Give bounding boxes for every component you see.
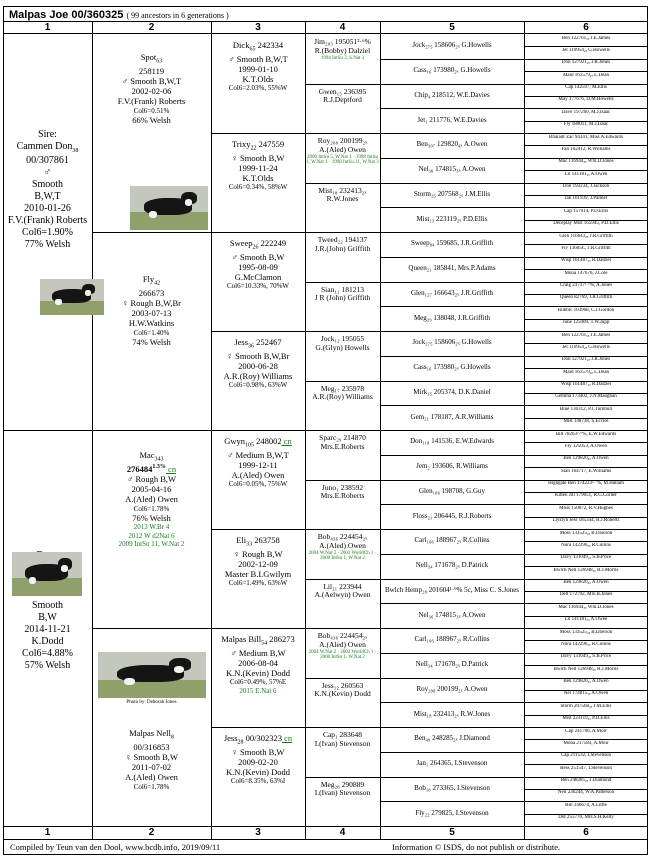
col-divider (380, 826, 381, 839)
gen6-dog: Bill 78263²·⁰%, E.W.Edwards (555, 431, 617, 437)
gen6-dog: Maid 161579₂ₓ L.Dean (562, 369, 610, 375)
gen5-dog: Carl₁₆₆ 188967₂ₓ R.Collins (414, 536, 490, 545)
gen2-coi: Col6=1.78% (133, 504, 170, 513)
footer-info: Information © ISDS, do not publish or distribute. (392, 842, 561, 852)
gen4-dog-14 (305, 731, 380, 749)
column-number-bottom: 1 (44, 827, 51, 838)
gen3-coi: Col6=0.05%, 75%W (228, 480, 288, 489)
gen6-row-rule (524, 640, 648, 641)
gen6-dog: Fly 13605C, J.R.Griffith (561, 245, 611, 251)
gen4-l2: A.R.(Roy) Williams (312, 392, 373, 402)
gen6-dog: Don 193234, J.Jackson (562, 184, 610, 189)
header-rule-2 (3, 33, 648, 34)
gen6-dog: Storm 207568₂ₓ J.M.Ellis (560, 703, 612, 709)
gen4-l1: Sparc₂₉ 214870 (319, 433, 366, 442)
gen2-sexcol: ♂ Smooth B,W,T (121, 76, 182, 87)
gen6-dog: Davy 131049₂ₓ S.B.Price (560, 654, 612, 660)
gen5-dog: Ben₃₀₇ 129820₄ₓ A.Owen (416, 140, 488, 149)
gen6-dog: Dell 172792, Mrs.B.Jones (559, 592, 613, 598)
gen5-dog: Storm₂₅ 207568₂ₓ J.M.Ellis (413, 189, 491, 198)
gen2-name: Fly$_{42}$ (142, 274, 161, 287)
gen4-l2: J.R.(John) Griffith (314, 243, 371, 253)
gen3-dog-1 (211, 139, 305, 192)
gen3-sexcol: ♀ Rough B,W (233, 548, 283, 559)
gen4-l2: Mrs.E.Roberts (320, 441, 365, 451)
column-number-bottom: 5 (449, 827, 455, 838)
dam-coi: Col6=4.88% (22, 648, 73, 660)
gen5-dog: Don₁₁₈ 141536, E.W.Edwards (410, 437, 494, 446)
gen3-sexcol: ♂ Medium B,W (230, 647, 286, 658)
gen2-breeder: A.(Aled) Owen (125, 772, 178, 783)
gen5-dog: Mirk₁₅ 205374, D.K.Daniel (413, 387, 491, 396)
gen2-welsh: 66% Welsh (132, 115, 171, 126)
gen6-dog: Llysfyn Jess 185344, R.J.Roberts (552, 518, 620, 524)
gen2-coi: Col6=1.78% (133, 782, 170, 791)
gen4-g: 2000 IntSu 5, W.Nat 1 · 1998 IntSu 1, W.Nat 1 · 1998 IntSu 11, W.Nat 3 (306, 154, 379, 166)
footer-compiled: Compiled by Teun van den Dool, www.bcdb.info, 2019/09/11 (10, 842, 221, 852)
gen4-l2: K.N.(Kevin) Dodd (314, 689, 371, 699)
gen3-coi: Col6=2.03%, 55%W (228, 84, 288, 93)
gen6-dog: Ben 129820₄ₓ A.Owen (563, 679, 609, 684)
gen5-dog: Floss₂₁ 206445, R.J.Roberts (412, 511, 492, 520)
gen2-dog-2 (92, 450, 211, 548)
gen6-dog: Ben 248285₂ₓ J.Diamond (560, 778, 612, 783)
gen3-coi: Col6=1.49%, 63%W (228, 579, 288, 588)
gen5-dog: Fly₂₂ 279825, I.Stevenson (415, 808, 489, 817)
gen3-sexcol: ♂ Medium B,W,T (227, 449, 289, 460)
gen3-name-line: Jess$_{28}$ 00/302323 cn (223, 733, 293, 746)
gen4-l1: Meg₁₇ 235978 (320, 383, 365, 393)
gen2-breeder: A.(Aled) Owen (125, 494, 178, 505)
sire-reg: 00/307861 (26, 155, 69, 167)
gen4-dog-12 (305, 632, 380, 661)
dam-colour1: Smooth (31, 600, 64, 612)
column-number-top: 3 (255, 22, 261, 33)
gen2-g2: 2012 W d2Nat 6 (128, 531, 175, 540)
gen6-dog: Lil 141181₃ₓ A.Owen (564, 171, 608, 177)
gen2-dob: 2005-04-16 (131, 484, 172, 495)
gen2-welsh: 76% Welsh (132, 513, 171, 524)
gen4-l1: Mist₁₈ 232413₂ₓ (318, 185, 367, 195)
gen2-reg: 266673 (138, 287, 165, 298)
gen4-l1: Jess₁₂ 260563 (321, 680, 364, 690)
gen5-dog: Nel₃₆ 174815₃ₓ A.Owen (418, 610, 486, 619)
gen6-dog: Rhaiadr Zac 94341, Miss A.Edwards (549, 134, 623, 140)
gen6-dog: Don 127921₂ₓ J.R.Jones (561, 60, 611, 66)
gen2-name: Mac$_{343}$ (139, 450, 164, 463)
gen3-dob: 2002-12-09 (238, 559, 278, 570)
gen4-l1: Lil₂₁ 223944 (323, 581, 362, 591)
gen3-dog-6 (211, 634, 305, 695)
sire-colour1: Smooth (31, 179, 64, 191)
gen2-dob: 2003-07-13 (131, 308, 172, 319)
gen6-dog: Mac 116944₃ₓ Wm.D.Jones (558, 604, 614, 610)
gen6-dog: Kitten Jill 179051, R.G.Corner (555, 493, 617, 499)
gen6-dog: Jan 161939, J.Palmer (564, 196, 608, 202)
gen6-dog: Nell 236244, W.A.Patterson (557, 790, 615, 796)
gen4-g: 2004 W.Nat 2 · 2002 WorldCh 1 · 2000 IntSu 1, W.Nat 2 (308, 550, 377, 562)
gen5-dog: Nell₃₄ 171678₂ₓ D.Patrick (415, 561, 489, 570)
gen3-breeder: Master B.I.Gwilym (224, 569, 292, 580)
col-divider (305, 21, 306, 33)
gen6-dog: Fan 102412, R.Williams (561, 146, 611, 152)
gen4-dog-9 (305, 484, 380, 502)
col-divider (524, 826, 525, 839)
gen6-dog: Rubbic 103968, C.J.Gordon (557, 307, 615, 313)
gen6-dog: Cap 142597, M.Ellis (565, 85, 607, 90)
dam-breeder: K.Dodd (31, 636, 64, 648)
gen6-dog: Ben 122761₅ₓ J.E.James (561, 332, 611, 338)
gen4-dog-0 (305, 38, 380, 61)
sire-sex: ♂ (43, 167, 52, 179)
gen6-row-rule (524, 343, 648, 344)
gen4-l2: A.(Aelwyn) Owen (314, 590, 371, 600)
gen2-sexcol: ♂ Rough B,W (126, 474, 177, 485)
gen2-g3: 2009 IntSu 11, W.Nat 2 (118, 539, 185, 548)
sire-coi: Col6=1.90% (22, 227, 73, 239)
sire-breeder: F.V.(Frank) Roberts (7, 215, 88, 227)
gen3-dob: 1999-12-11 (238, 460, 278, 471)
gen2-name: Malpas Nell$_8$ (129, 728, 174, 741)
gen4-l2: Mrs.E.Roberts (320, 491, 365, 501)
column-number-bottom: 6 (583, 827, 589, 838)
gen4-dog-10 (305, 533, 380, 562)
gen3-breeder: A.(Aled) Owen (231, 470, 285, 481)
gen3-sexcol: ♀ Smooth B,W,Br (226, 350, 290, 361)
gen6-dog: Mac 116944₃ₓ Wm.D.Jones (558, 159, 614, 165)
gen6-dog: Glen 116643₂ₓ J.R.Griffith (559, 233, 613, 239)
gen4-l2: J R (John) Griffith (314, 293, 371, 303)
gen4-l1: Meg₂₈ 290889 (320, 779, 365, 789)
gen4-l2: I.(Ivan) Stevenson (314, 788, 371, 798)
gen4-l1: Bob₄₃₆ 224454₂ₓ (317, 631, 368, 640)
gen3-coi: Col6=10.33%, 70%W (226, 282, 290, 291)
gen3-name-line: Jess$_{36}$ 252467 (234, 337, 282, 350)
gen5-dog: Sweep₈₄ 159685, J.R.Griffith (411, 239, 493, 248)
gen6-dog: Mona 217583, A.Moir (563, 740, 609, 746)
gen6-dog: Fly 125053, A.Owen (565, 443, 607, 449)
gen4-l2: A.(Aled) Owen (319, 144, 366, 154)
column-number-bottom: 2 (148, 827, 155, 838)
gen5-dog: Jock₂₇₅ 158606₂ₓ G.Howells (412, 41, 492, 50)
gen6-dog: Moss 150072, R.V.Hughes (559, 505, 613, 511)
gen4-dog-7 (305, 385, 380, 403)
gen6-dog: Fly 189011, M.J.Isaac (563, 122, 609, 128)
gen6-dog: Bill 246674, A.Little (565, 802, 607, 808)
gen3-coi: Col6=0.34%, 58%W (228, 183, 288, 192)
gen4-dog-15 (305, 781, 380, 799)
gen4-l1: Gwen₁₅ 236395 (318, 86, 367, 96)
gen3-name-line: Eli$_{33}$ 263758 (236, 535, 280, 548)
spot-photo (130, 186, 208, 230)
gen2-sexcol: ♀ Smooth B,W (125, 752, 178, 763)
gen2-reg: $276484^{1.3\%}$ cn (126, 463, 177, 474)
gen6-dog: Davy 131049₂ₓ S.B.Price (560, 555, 612, 561)
gen3-breeder: K.T.Olds (242, 74, 274, 85)
gen3-breeder: G.McClamon (234, 272, 282, 283)
gen6-row-rule (524, 442, 648, 443)
gen5-dog: Chip₄ 218512, W.E.Davies (414, 90, 490, 99)
gen5-dog: Glen₁₂₇ 166643₂ₓ J.R.Griffith (410, 288, 494, 297)
gen5-dog: Mist₁₈ 232413₂ₓ R.W.Jones (413, 709, 491, 718)
gen6-dog: Dave 197260, M.J.Isaac (561, 109, 611, 115)
footer-rule-2 (3, 839, 648, 840)
gen5-dog: Gem₂₁ 178187, A.R.Williams (410, 412, 494, 421)
gen6-dog: Sian 164717, E.Williams (560, 468, 612, 474)
gen4-l1: Cap₁ 283648 (322, 730, 363, 739)
gen3-dob: 1999-11-24 (238, 163, 278, 174)
gen6-dog: Cap 211532, I.Stevenson (560, 753, 612, 759)
mac-photo (98, 652, 206, 698)
gen4-l1: Jim₂₀₃ 195051²·⁶% (314, 37, 371, 46)
gen2-dob: 2002-02-06 (131, 86, 172, 97)
dam-photo (12, 552, 82, 596)
gen6-dog: Cap 157014, P.D.Ellis (563, 208, 609, 214)
gen3-sexcol: ♀ Smooth B,W (231, 746, 285, 757)
sire-name: Cammen Don$_{38}$ (16, 141, 79, 154)
col-divider (380, 21, 381, 33)
gen6-dog: Nora 142296₂ₓ R.Collins (561, 641, 611, 647)
gen4-dog-6 (305, 335, 380, 353)
gen6-dog: Don 127921₂ₓ J.R.Jones (561, 357, 611, 363)
gen2-dog-1 (92, 274, 211, 347)
gen5-dog: Nell₃₄ 171678₂ₓ D.Patrick (415, 660, 489, 669)
gen4-g: 2004 W.Nat 2 · 2002 WorldCh 1 · 2000 IntSu 1, W.Nat 2 (308, 649, 377, 661)
col-divider (92, 826, 93, 839)
dam-dob: 2014-11-21 (24, 624, 71, 636)
gen6-dog: Moss 133525₂ₓ B.Dawson (559, 530, 613, 536)
gen3-breeder: A.R.(Roy) Williams (223, 371, 293, 382)
gen3-dob: 2006-08-04 (238, 658, 278, 669)
frame-top (3, 6, 648, 7)
gen3-dog-2 (211, 238, 305, 291)
sire-num: 38 (72, 148, 79, 154)
gen4-dog-1 (305, 88, 380, 106)
gen5-dog: Bwlch Hemp₂₈ 201604¹·⁹% 5c, Miss C. S.Jones (384, 585, 520, 594)
gen5-dog: Nel₃₆ 174815₃ₓ A.Owen (418, 165, 486, 174)
gen4-dog-3 (305, 187, 380, 205)
gen4-l1: Tweed₂₂ 194137 (317, 235, 368, 244)
gen6-dog: Moss 133525₂ₓ B.Dawson (559, 629, 613, 635)
col-divider (305, 826, 306, 839)
dam-colour2: B,W (38, 612, 57, 624)
gen4-l1: Sian₁₁ 181213 (321, 284, 364, 294)
gen6-dog: Jet 110954₂ₓ G.Howells (562, 344, 610, 350)
gen6-dog: Ben 129820₄ₓ A.Owen (563, 580, 609, 585)
frame-bottom (3, 854, 648, 855)
gen4-l2: R.J.Deptford (323, 95, 362, 105)
gen6-dog: Highgate Ben 174223²·⁷%, M.Hallam (548, 481, 624, 486)
gen6-row-rule (524, 244, 648, 245)
column-number-top: 2 (148, 22, 155, 33)
gen3-extra: 2015 E.Nat 6 (239, 686, 277, 695)
gen4-l1: Roy₂₀₈ 200199₂ₓ (317, 136, 368, 145)
column-number-bottom: 4 (339, 827, 346, 838)
gen2-coi: Col6=1.40% (133, 328, 170, 337)
gen6-dog: Mist 223119₂ₓ P.D.Ellis (562, 716, 610, 722)
gen5-dog: Jem₂ 193606, R.Williams (416, 462, 488, 471)
gen4-l1: Jock₁₂ 195055 (320, 334, 365, 343)
gen6-dog: Bwlch Nell 126948₂ₓ R.J.Morris (553, 567, 619, 573)
gen2-dob: 2011-07-02 (131, 762, 172, 773)
gen3-dog-0 (211, 40, 305, 93)
gen3-dob: 1999-01-10 (238, 64, 278, 75)
gen5-dog: Meg₂₉ 138048, J.R.Griffith (413, 313, 491, 322)
col-divider (211, 826, 212, 839)
column-number-top: 1 (44, 22, 51, 33)
gen6-row-rule (524, 541, 648, 542)
gen4-dog-11 (305, 583, 380, 601)
gen3-dog-4 (211, 436, 305, 489)
gen5-dog: Glen₁₀₆ 198708, G.Guy (418, 486, 486, 495)
gen4-l2: R.(Bobby) Dalziel (314, 45, 371, 55)
gen3-sexcol: ♂ Smooth B,W,T (228, 53, 288, 64)
col-divider (524, 21, 525, 33)
gen6-dog: Wisp 161487₂ₓ R.Dalziel (560, 258, 612, 264)
gen6-dog: Dot 255770, Mrs.S.H.Kelly (558, 815, 614, 821)
gen5-dog: Mist₁₃ 223119₂ₓ P.D.Ellis (416, 214, 488, 223)
gen5-dog: Cass₁₆ 173980₂ₓ G.Howells (413, 66, 491, 75)
gen3-name-line: Trixy$_{22}$ 247559 (231, 139, 285, 152)
gen6-dog: Ben 129820₄ₓ A.Owen (563, 456, 609, 462)
gen6-dog: Nora 142296₂ₓ R.Collins (561, 542, 611, 548)
gen4-l1: Bob₄₃₆ 224454₂ₓ (317, 532, 368, 541)
gen4-l2: G.(Glyn) Howells (315, 342, 370, 352)
gen6-row-rule (524, 46, 648, 47)
gen5-dog: Jet₁ 211776, W.E.Davies (417, 115, 487, 124)
gen4-l2: R.W.Jones (326, 194, 359, 204)
gen4-dog-8 (305, 434, 380, 452)
gen3-dog-5 (211, 535, 305, 588)
gen3-breeder: K.N.(Kevin) Dodd (226, 668, 290, 679)
gen6-dog: Queen 82769, J.R.Griffith (559, 295, 613, 301)
gen2-breeder: H.W.Watkins (128, 318, 175, 329)
gen3-dob: 2000-06-28 (238, 361, 278, 372)
gen3-name-line: Gwyn$_{105}$ 248002 cn (224, 436, 292, 449)
gen5-dog: Ben₄₉ 248285₂ₓ J.Diamond (414, 734, 490, 743)
col-divider (211, 21, 212, 33)
sire-block (3, 129, 92, 251)
gen3-sexcol: ♂ Smooth B,W (231, 251, 285, 262)
gen2-welsh: 74% Welsh (132, 337, 171, 348)
gen6-dog: Blue 130312, P.J.Turnbull (559, 406, 613, 412)
column-number-top: 5 (449, 22, 455, 33)
gen6-row-rule (524, 739, 648, 740)
gen4-l1: Juno₁ 238592 (321, 482, 364, 492)
page-title: Malpas Joe 00/360325 ( 99 ancestors in 6 generations ) (9, 9, 229, 21)
sire-role: Sire: (38, 129, 57, 140)
gen5-dog: Jock₂₇₅ 158606₂ₓ G.Howells (412, 338, 492, 347)
gen5-dog: Carl₁₆₆ 188967₂ₓ R.Collins (414, 635, 490, 644)
dam-welsh: 57% Welsh (24, 660, 71, 672)
gen6-dog: Bwlch Nell 126948₂ₓ R.J.Morris (553, 666, 619, 672)
gen2-g1: 2013 W.Br 4 (133, 523, 170, 532)
gen6-dog: Mona 147676, J.Cole (564, 270, 608, 276)
gen2-dog-3 (92, 728, 211, 791)
gen2-reg: 258119 (138, 65, 165, 76)
gen5-dog: Roy₂₀₈ 200199₂ₓ A.Owen (416, 684, 488, 693)
gen2-coi: Col6=0.51% (133, 106, 170, 115)
gen6-dog: Ben 122761₅ₓ J.E.James (561, 35, 611, 41)
gen3-name-line: Sweep$_{26}$ 222249 (229, 238, 287, 251)
gen3-name-line: Dick$_{65}$ 242334 (232, 40, 284, 53)
gen5-dog: Jan₁ 264365, I.Stevenson (416, 759, 488, 768)
gen4-dog-5 (305, 286, 380, 304)
gen3-dog-3 (211, 337, 305, 390)
sire-dob: 2010-01-26 (24, 203, 71, 215)
gen6-dog: May 177676, D.M.Howells (558, 97, 614, 103)
gen6-dog: Cap 241706, A.Moir (565, 728, 607, 734)
gen2-dog-0 (92, 52, 211, 125)
gen6-dog: Lil 141181₃ₓ A.Owen (564, 617, 608, 623)
gen3-dob: 2009-02-20 (238, 757, 278, 768)
gen6-dog: Bess 251547, I.Stevenson (560, 765, 612, 771)
column-number-top: 4 (339, 22, 346, 33)
gen6-dog: Wisp 161487₂ₓ R.Dalziel (560, 382, 612, 387)
gen6-dog: Maid 161579₂ₓ L.Dean (562, 72, 610, 78)
gen3-coi: Col6=0.98%, 63%W (228, 381, 288, 390)
gen4-dog-13 (305, 682, 380, 700)
gen2-breeder: F.V.(Frank) Roberts (117, 96, 186, 107)
gen3-coi: Col6=0.49%, 57%E (229, 678, 287, 687)
gen5-dog: Cass₁₆ 173980₂ₓ G.Howells (413, 363, 491, 372)
gen6-dog: Deceplay Mist 165945, P.D.Ellis (553, 221, 619, 227)
gen5-dog: Queen₂₁ 185841, Mrs.P.Adams (408, 264, 496, 273)
gen3-sexcol: ♀ Smooth B,W (231, 152, 285, 163)
gen4-dog-4 (305, 236, 380, 254)
gen6-dog: Nel 174815₃ₓ A.Owen (563, 691, 609, 697)
gen3-dob: 1995-08-09 (238, 262, 278, 273)
photo-credit: Photo by: Deborah Jones (126, 700, 177, 705)
column-number-bottom: 3 (255, 827, 261, 838)
gen3-dog-7 (211, 733, 305, 786)
gen2-name: Spot$_{63}$ (140, 52, 163, 65)
gen6-dog: June 125009, T.W.Jupp (562, 320, 610, 326)
gen3-breeder: K.N.(Kevin) Dodd (226, 767, 290, 778)
gen6-dog: Jet 110954₂ₓ G.Howells (562, 47, 610, 53)
gen4-l2: A.(Aled) Owen (319, 639, 366, 649)
gen3-coi: Col6=8.35%, 63%I (230, 777, 286, 786)
gen2-sexcol: ♀ Rough B,W,Br (122, 298, 181, 309)
gen3-breeder: K.T.Olds (242, 173, 274, 184)
sire-welsh: 77% Welsh (24, 239, 71, 251)
gen6-dog: Craig 23737²·⁵%, A.Jones (559, 283, 613, 288)
gen4-l2: A.(Aled) Owen (319, 540, 366, 550)
gen6-row-rule (524, 145, 648, 146)
gen6-dog: Mist 148738, S.Eccles (563, 419, 609, 425)
gen5-dog: Bob₁₈ 273365, I.Stevenson (414, 783, 490, 792)
gen4-g: 1994 IntSu 3, S.Nat 3 (320, 55, 365, 61)
gen4-dog-2 (305, 137, 380, 166)
gen6-dog: Gemma 173402, J.N.Maughan (555, 394, 617, 400)
col-divider (92, 21, 93, 33)
gen4-l2: I.(Ivan) Stevenson (314, 738, 371, 748)
column-number-top: 6 (583, 22, 589, 33)
gen2-reg: 00/316853 (133, 741, 170, 752)
gen3-name-line: Malpas Bill$_{54}$ 286273 (221, 634, 295, 647)
sire-colour2: B,W,T (34, 191, 61, 203)
